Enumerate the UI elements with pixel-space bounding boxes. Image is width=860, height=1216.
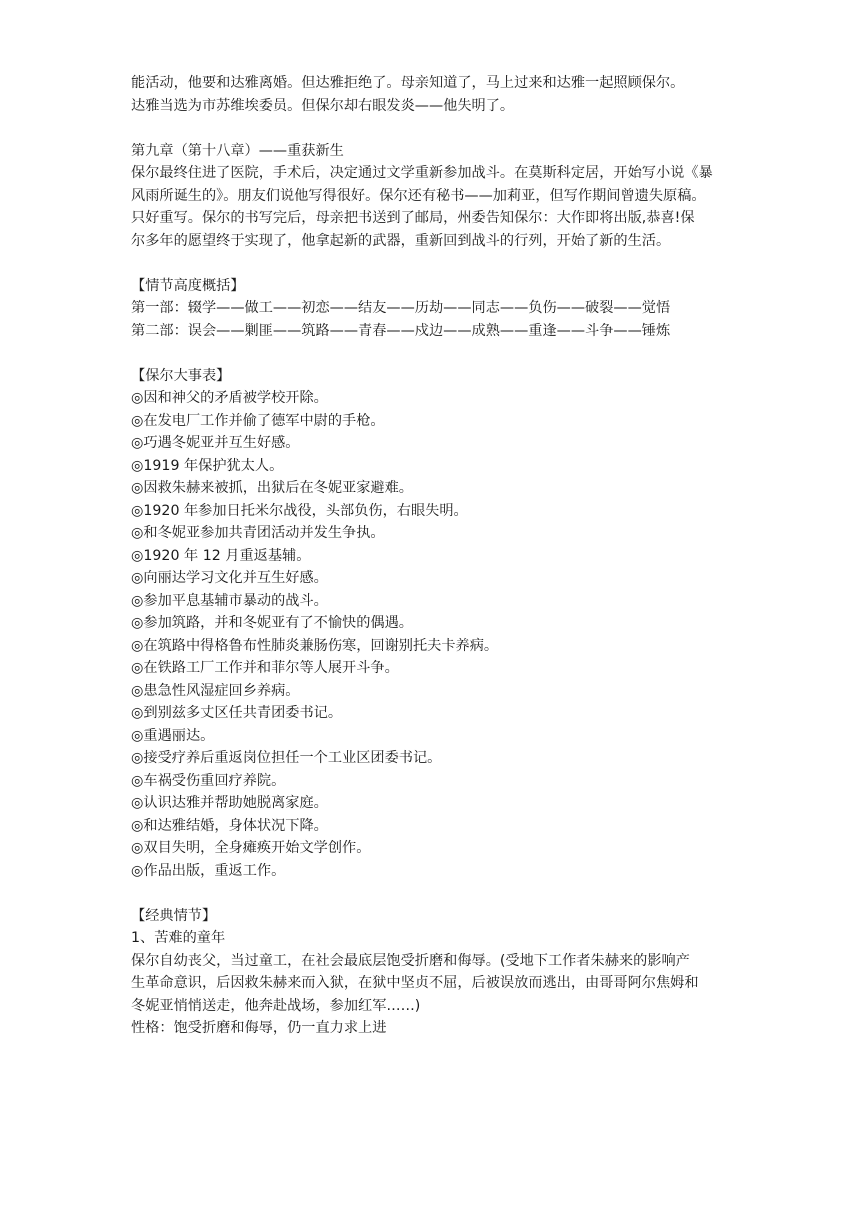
list-item: ◎认识达雅并帮助她脱离家庭。 xyxy=(131,795,328,811)
list-item: ◎患急性风湿症回乡养病。 xyxy=(131,682,300,699)
list-item: ◎参加平息基辅市暴动的战斗。 xyxy=(131,592,328,609)
classic-plot-section xyxy=(131,905,770,1040)
list-item: ◎接受疗养后重返岗位担任一个工业区团委书记。 xyxy=(131,750,442,766)
list-item: ◎双目失明，全身瘫痪开始文学创作。 xyxy=(131,840,371,856)
list-item: ◎车祸受伤重回疗养院。 xyxy=(131,772,286,789)
events-section xyxy=(131,365,770,883)
list-item: ◎在筑路中得格鲁布性肺炎兼肠伤寒，回谢别托夫卡养病。 xyxy=(131,637,499,654)
chapter-9-section xyxy=(131,140,770,253)
section-heading: 【情节高度概括】 xyxy=(131,277,245,294)
list-item: ◎参加筑路，并和冬妮亚有了不愉快的偶遇。 xyxy=(131,615,413,631)
section-heading: 【经典情节】 xyxy=(131,907,217,924)
text-line: 尔多年的愿望终于实现了，他拿起新的武器，重新回到战斗的行列，开始了新的生活。 xyxy=(131,232,671,249)
text-line: 保尔最终住进了医院，手术后，决定通过文学重新参加战斗。在莫斯科定居，开始写小说《暴 xyxy=(131,165,713,181)
subsection-title: 1、苦难的童年 xyxy=(131,930,226,946)
list-item: ◎和冬妮亚参加共青团活动并发生争执。 xyxy=(131,525,385,541)
plot-summary-section xyxy=(131,275,770,343)
text-line: 只好重写。保尔的书写完后，母亲把书送到了邮局，州委告知保尔：大作即将出版,恭喜!保 xyxy=(131,210,695,226)
text-line: 达雅当选为市苏维埃委员。但保尔却右眼发炎——他失明了。 xyxy=(131,97,515,114)
summary-part-1: 第一部：辍学——做工——初恋——结友——历劫——同志——负伤——破裂——觉悟 xyxy=(131,300,671,316)
list-item: ◎1919 年保护犹太人。 xyxy=(131,457,284,474)
text-line: 保尔自幼丧父，当过童工，在社会最底层饱受折磨和侮辱。(受地下工作者朱赫来的影响产 xyxy=(131,952,690,969)
list-item: ◎到别兹多丈区任共青团委书记。 xyxy=(131,705,343,721)
spacer xyxy=(131,882,770,905)
character-note: 性格：饱受折磨和侮辱，仍一直力求上进 xyxy=(131,1020,387,1036)
list-item: ◎因和神父的矛盾被学校开除。 xyxy=(131,390,328,406)
text-line: 风雨所诞生的》。朋友们说他写得很好。保尔还有秘书——加莉亚，但写作期间曾遗失原稿。 xyxy=(131,187,706,204)
list-item: ◎巧遇冬妮亚并互生好感。 xyxy=(131,435,300,451)
spacer xyxy=(131,117,770,140)
list-item: ◎在铁路工厂工作并和菲尔等人展开斗争。 xyxy=(131,660,399,676)
text-line: 生革命意识，后因救朱赫来而入狱，在狱中坚贞不屈，后被误放而逃出，由哥哥阿尔焦姆和 xyxy=(131,975,699,991)
list-item: ◎1920 年参加日托米尔战役，头部负伤，右眼失明。 xyxy=(131,502,468,519)
list-item: ◎作品出版，重返工作。 xyxy=(131,862,286,879)
list-item: ◎和达雅结婚，身体状况下降。 xyxy=(131,817,328,834)
list-item: ◎1920 年 12 月重返基辅。 xyxy=(131,547,311,564)
chapter-title: 第九章（第十八章）——重获新生 xyxy=(131,142,344,159)
list-item: ◎重遇丽达。 xyxy=(131,727,215,744)
section-heading: 【保尔大事表】 xyxy=(131,367,231,384)
list-item: ◎向丽达学习文化并互生好感。 xyxy=(131,570,328,586)
list-item: ◎在发电厂工作并偷了德军中尉的手枪。 xyxy=(131,412,385,429)
text-line: 冬妮亚悄悄送走，他奔赴战场，参加红军……) xyxy=(131,997,421,1014)
spacer xyxy=(131,342,770,365)
summary-part-2: 第二部：误会——剿匪——筑路——青春——戍边——成熟——重逢——斗争——锤炼 xyxy=(131,322,671,339)
text-line: 能活动，他要和达雅离婚。但达雅拒绝了。母亲知道了，马上过来和达雅一起照顾保尔。 xyxy=(131,75,685,91)
list-item: ◎因救朱赫来被抓，出狱后在冬妮亚家避难。 xyxy=(131,480,413,496)
spacer xyxy=(131,252,770,275)
intro-paragraph xyxy=(131,72,770,117)
